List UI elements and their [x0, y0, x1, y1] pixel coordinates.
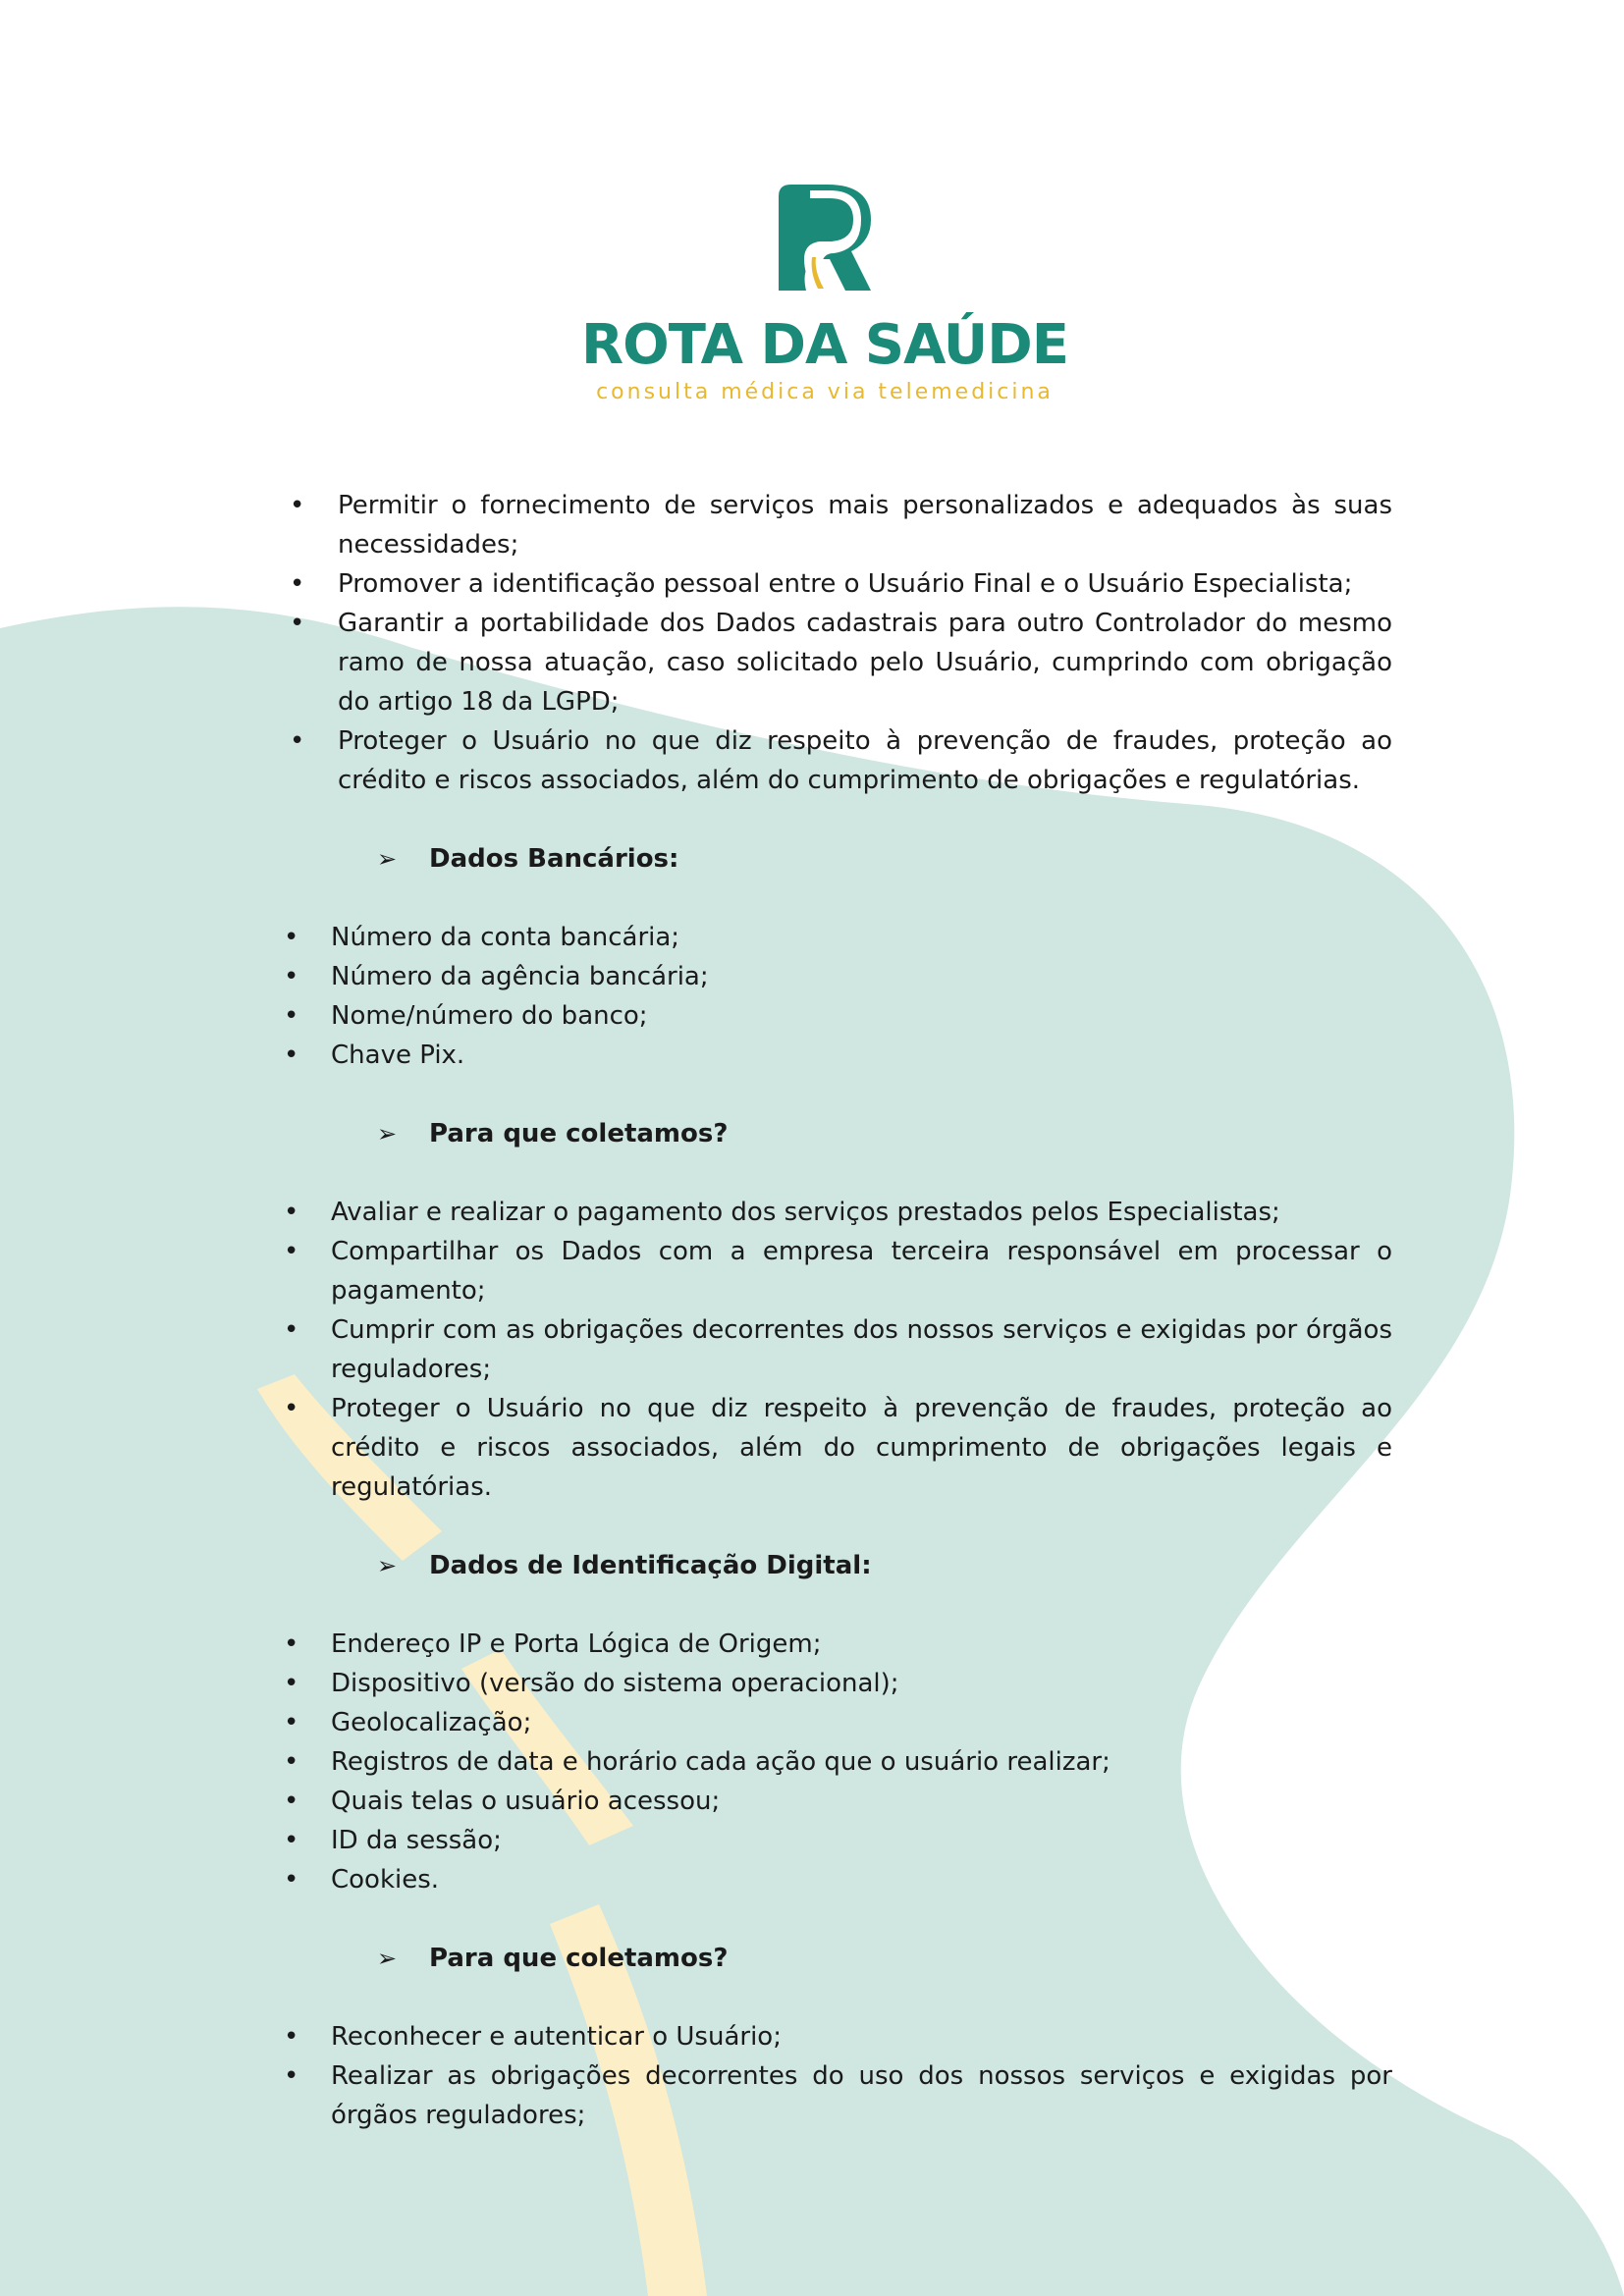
brand-tagline: consulta médica via telemedicina	[596, 380, 1054, 404]
list-item: • Quais telas o usuário acessou;	[275, 1782, 1392, 1821]
list-item: • Geolocalização;	[275, 1703, 1392, 1742]
list-item: • Proteger o Usuário no que diz respeito à prevenção de fraudes, proteção ao crédito e riscos associados, além do cumprimento de obrigações e regulatórias.	[275, 721, 1392, 800]
list-item: • Cumprir com as obrigações decorrentes dos nossos serviços e exigidas por órgãos reguladores;	[275, 1310, 1392, 1389]
r-road-logo-icon	[771, 181, 879, 298]
heading-text: Para que coletamos?	[429, 1944, 729, 1973]
list-item: • Reconhecer e autenticar o Usuário;	[275, 2017, 1392, 2056]
list-item: • Nome/número do banco;	[275, 996, 1392, 1036]
digital-purpose-list	[275, 2017, 1392, 2135]
list-item: • Compartilhar os Dados com a empresa terceira responsável em processar o pagamento;	[275, 1232, 1392, 1310]
section-heading-digital-purpose	[275, 1939, 1392, 1978]
heading-text: Para que coletamos?	[429, 1119, 729, 1148]
section-heading-banking-purpose	[275, 1114, 1392, 1153]
banking-purpose-list	[275, 1193, 1392, 1507]
list-item: • Número da agência bancária;	[275, 957, 1392, 996]
arrow-bullet-icon: ➢	[377, 1945, 398, 1972]
digital-data-list	[275, 1625, 1392, 1899]
heading-text: Dados Bancários:	[429, 844, 679, 874]
list-item: • Proteger o Usuário no que diz respeito à prevenção de fraudes, proteção ao crédito e riscos associados, além do cumprimento de obrigações legais e regulatórias.	[275, 1389, 1392, 1507]
company-logo	[550, 167, 1100, 422]
list-item: • Cookies.	[275, 1860, 1392, 1899]
list-item: • Chave Pix.	[275, 1036, 1392, 1075]
list-item: • Endereço IP e Porta Lógica de Origem;	[275, 1625, 1392, 1664]
brand-name: ROTA DA SAÚDE	[581, 313, 1068, 377]
list-item: • Dispositivo (versão do sistema operacional);	[275, 1664, 1392, 1703]
heading-text: Dados de Identificação Digital:	[429, 1551, 872, 1580]
document-body	[275, 486, 1392, 2135]
list-item: • Promover a identificação pessoal entre o Usuário Final e o Usuário Especialista;	[275, 564, 1392, 604]
list-item: • Número da conta bancária;	[275, 918, 1392, 957]
section-heading-digital	[275, 1546, 1392, 1585]
arrow-bullet-icon: ➢	[377, 845, 398, 873]
list-item: • Registros de data e horário cada ação que o usuário realizar;	[275, 1742, 1392, 1782]
list-item: • ID da sessão;	[275, 1821, 1392, 1860]
list-item: • Permitir o fornecimento de serviços mais personalizados e adequados às suas necessidades;	[275, 486, 1392, 564]
list-item: • Garantir a portabilidade dos Dados cadastrais para outro Controlador do mesmo ramo de nossa atuação, caso solicitado pelo Usuário, cumprindo com obrigação do artigo 18 da LGPD;	[275, 604, 1392, 721]
section-heading-banking	[275, 839, 1392, 879]
banking-data-list	[275, 918, 1392, 1075]
intro-purpose-list	[275, 486, 1392, 800]
arrow-bullet-icon: ➢	[377, 1552, 398, 1579]
arrow-bullet-icon: ➢	[377, 1120, 398, 1148]
list-item: • Realizar as obrigações decorrentes do uso dos nossos serviços e exigidas por órgãos reguladores;	[275, 2056, 1392, 2135]
list-item: • Avaliar e realizar o pagamento dos serviços prestados pelos Especialistas;	[275, 1193, 1392, 1232]
